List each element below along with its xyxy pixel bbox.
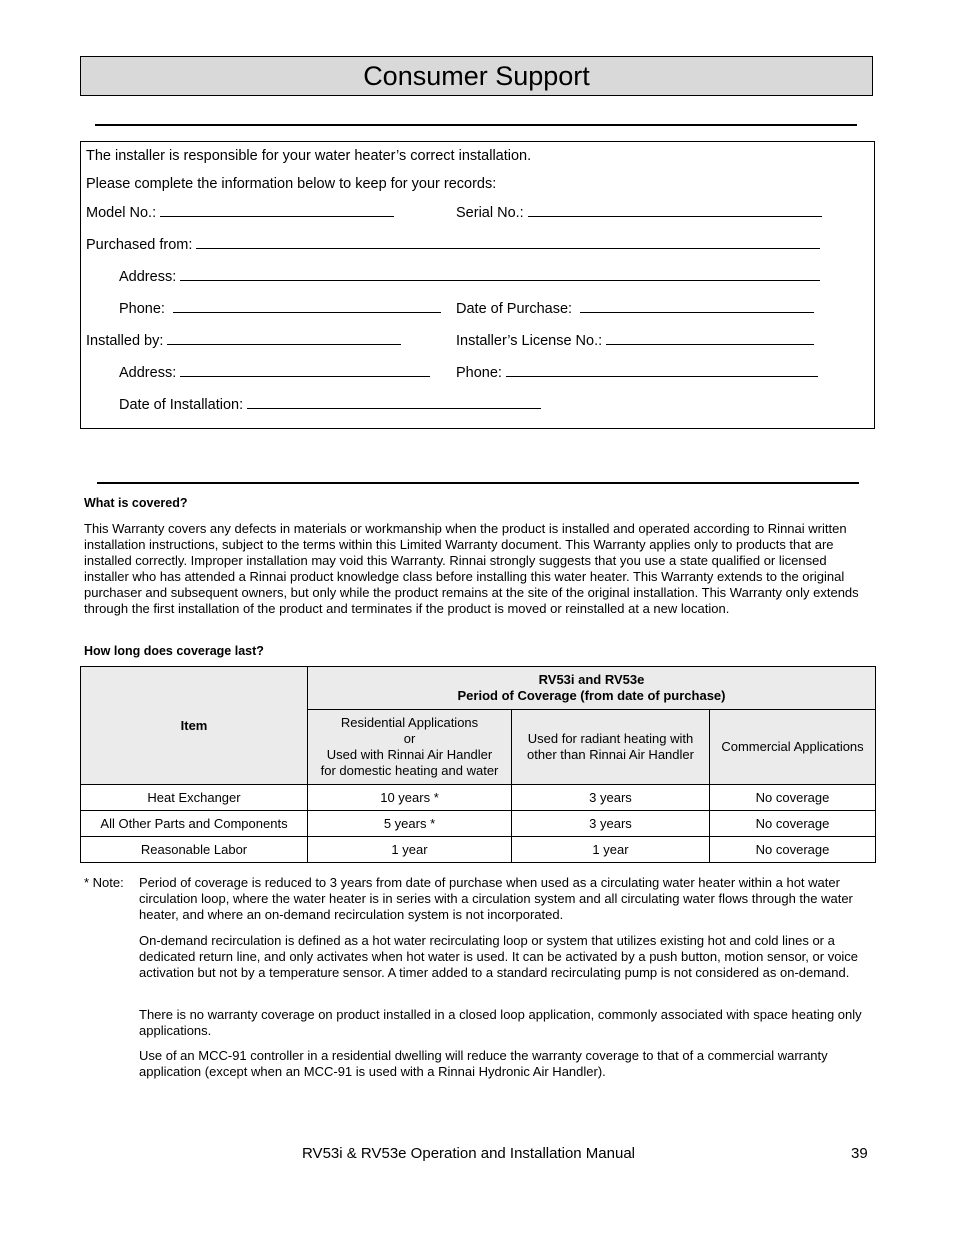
table-row (81, 785, 876, 811)
date-of-installation-blank[interactable] (247, 394, 541, 409)
dealer-address-blank[interactable] (180, 266, 820, 281)
row-radiant-cell: 1 year (512, 837, 710, 863)
coverage-table (80, 666, 876, 863)
item-header: Item (81, 667, 308, 785)
model-number-label: Model No.: (86, 205, 157, 221)
row-commercial-cell: No coverage (710, 785, 876, 811)
radiant-header-line2: other than Rinnai Air Handler (527, 747, 694, 762)
installer-address-field[interactable] (119, 362, 430, 382)
note-label: * Note: (84, 875, 124, 890)
installer-responsibility-text: The installer is responsible for your water heater’s correct installation. (86, 148, 532, 164)
dealer-phone-blank[interactable] (173, 298, 441, 313)
row-item-cell: Heat Exchanger (81, 785, 308, 811)
row-radiant-cell: 3 years (512, 811, 710, 837)
purchased-from-field[interactable] (86, 234, 820, 254)
serial-number-blank[interactable] (528, 202, 822, 217)
date-of-purchase-field[interactable] (456, 298, 814, 318)
row-commercial-cell: No coverage (710, 811, 876, 837)
serial-number-field[interactable] (456, 202, 822, 222)
date-of-installation-label: Date of Installation: (119, 397, 244, 413)
model-coverage-header (308, 667, 876, 710)
residential-header-line1: Residential Applications (340, 715, 479, 730)
installer-address-label: Address: (119, 365, 177, 381)
model-number-blank[interactable] (160, 202, 394, 217)
coverage-duration-heading: How long does coverage last? (84, 644, 264, 658)
note-paragraph-1: Period of coverage is reduced to 3 years from date of purchase when used as a circulating water heater within a hot water circulation loop, where the water heater is in series with a circulation system and all circulating water flows through the water heater, and where an on-demand recirculation system is not incorporated. (139, 875, 853, 922)
row-item-cell: All Other Parts and Components (81, 811, 308, 837)
row-radiant-cell: 3 years (512, 785, 710, 811)
installer-address-blank[interactable] (180, 362, 430, 377)
installed-by-label: Installed by: (86, 333, 164, 349)
purchased-from-label: Purchased from: (86, 237, 193, 253)
installed-by-field[interactable] (86, 330, 401, 350)
residential-header-line2: or (403, 731, 416, 746)
footer-manual-title: RV53i & RV53e Operation and Installation Manual (302, 1145, 635, 1162)
installer-phone-field[interactable] (456, 362, 818, 382)
row-item-cell: Reasonable Labor (81, 837, 308, 863)
date-of-purchase-label: Date of Purchase: (456, 301, 573, 317)
installer-phone-label: Phone: (456, 365, 502, 381)
row-residential-cell: 5 years * (308, 811, 512, 837)
model-header-line2: Period of Coverage (from date of purchase) (457, 688, 726, 703)
note-paragraph-2: On-demand recirculation is defined as a hot water recirculating loop or system that utilizes existing hot and cold lines or a dedicated return line, and only activates when hot water is used. It can be activated by a push button, motion sensor, or voice activation but not by a temperature sensor. A timer added to a standard recirculating pump is not considered as on-demand. (139, 933, 859, 980)
row-residential-cell: 1 year (308, 837, 512, 863)
row-residential-cell: 10 years * (308, 785, 512, 811)
installer-license-label: Installer’s License No.: (456, 333, 603, 349)
installer-license-blank[interactable] (606, 330, 814, 345)
table-row (81, 811, 876, 837)
section-divider-warranty (97, 482, 859, 484)
date-of-purchase-blank[interactable] (580, 298, 814, 313)
dealer-address-field[interactable] (119, 266, 820, 286)
row-commercial-cell: No coverage (710, 837, 876, 863)
page-title: Consumer Support (80, 56, 873, 96)
installer-license-field[interactable] (456, 330, 814, 350)
records-instructions-text: Please complete the information below to keep for your records: (86, 176, 497, 192)
model-header-line1: RV53i and RV53e (538, 672, 645, 687)
page-number: 39 (851, 1145, 868, 1162)
table-header-row (81, 667, 876, 710)
table-row (81, 837, 876, 863)
radiant-header (512, 710, 710, 785)
commercial-header: Commercial Applications (710, 710, 876, 785)
radiant-header-line1: Used for radiant heating with (527, 731, 694, 746)
installer-phone-blank[interactable] (506, 362, 818, 377)
what-is-covered-heading: What is covered? (84, 496, 188, 510)
model-number-field[interactable] (86, 202, 394, 222)
note-paragraph-4: Use of an MCC-91 controller in a residential dwelling will reduce the warranty coverage to that of a commercial warranty application (except when an MCC-91 is used with a Rinnai Hydronic Air Handler). (139, 1048, 828, 1079)
dealer-phone-field[interactable] (119, 298, 441, 318)
residential-header-line3: Used with Rinnai Air Handler (326, 747, 493, 762)
date-of-installation-field[interactable] (119, 394, 541, 414)
serial-number-label: Serial No.: (456, 205, 524, 221)
residential-header-line4: for domestic heating and water (320, 763, 499, 778)
installed-by-blank[interactable] (167, 330, 401, 345)
purchased-from-blank[interactable] (196, 234, 820, 249)
dealer-address-label: Address: (119, 269, 177, 285)
dealer-phone-label: Phone: (119, 301, 165, 317)
residential-header (308, 710, 512, 785)
section-divider-records (95, 124, 857, 126)
installation-records-box (80, 141, 875, 429)
what-is-covered-text: This Warranty covers any defects in materials or workmanship when the product is installed and operated according to Rinnai written installation instructions, subject to the terms within this Limited Warranty document. This Warranty applies only to products that are installed correctly. Improper installation may void this Warranty. Rinnai strongly suggests that you use a state qualified or licensed installer who has attended a Rinnai product knowledge class before installing this water heater. This Warranty extends to the original purchaser and subsequent owners, but only while the product remains at the site of the original installation. This Warranty only extends through the first installation of the product and terminates if the product is moved or reinstalled at a new location. (84, 521, 859, 616)
note-paragraph-3: There is no warranty coverage on product installed in a closed loop application, commonly associated with space heating only applications. (139, 1007, 862, 1038)
